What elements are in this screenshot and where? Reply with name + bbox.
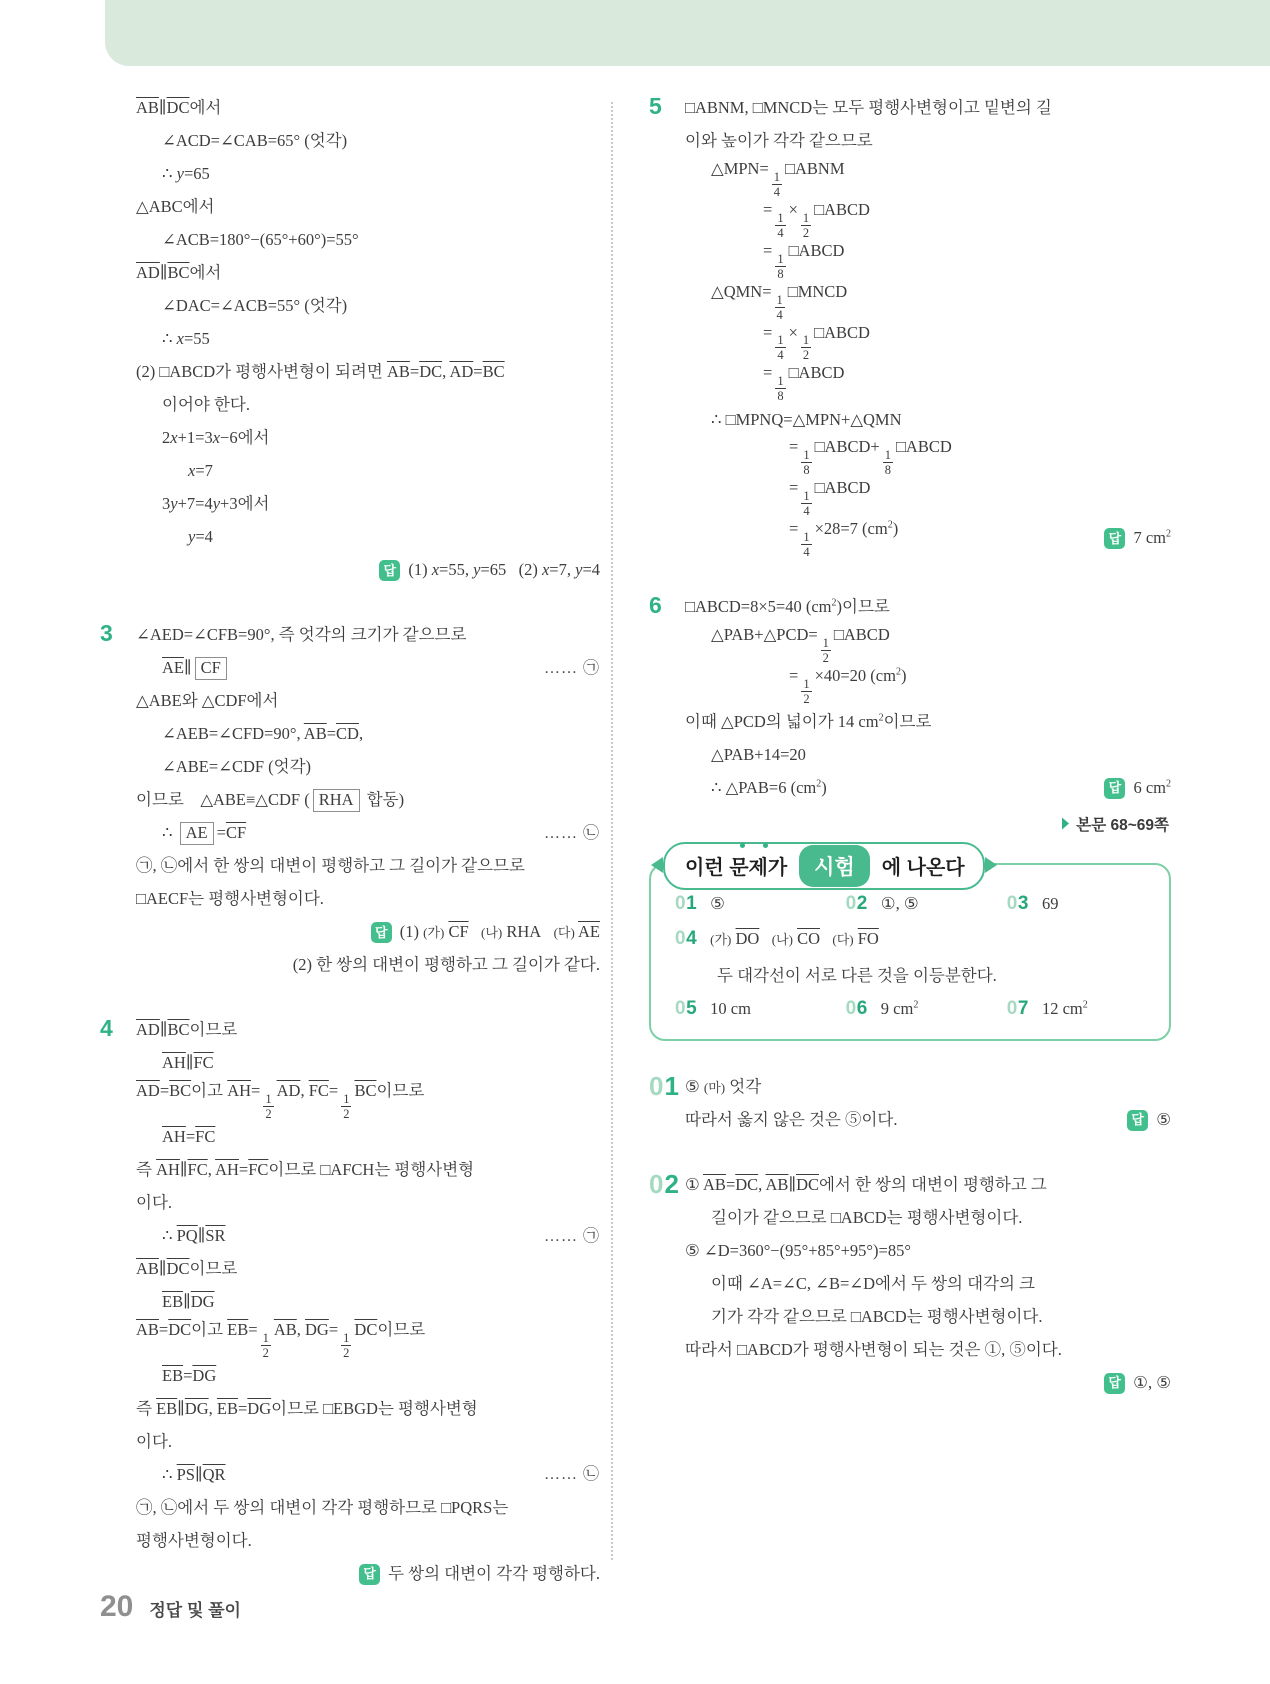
- problem-number: 6: [649, 591, 663, 618]
- solution-line: [685, 1235, 1171, 1268]
- problem-6: [649, 591, 1171, 805]
- solution-text: △PAB+14=20: [711, 744, 806, 764]
- source-page-ref: [1061, 813, 1169, 835]
- solution-line: [685, 436, 1171, 477]
- solution-text: ㉠, ㉡에서 두 쌍의 대변이 각각 평행하므로 □PQRS는: [136, 1498, 509, 1518]
- solution-text: △ABE와 △CDF에서: [136, 691, 279, 711]
- answer: [349, 1563, 600, 1585]
- problem-body: [100, 619, 600, 982]
- solution-text: 즉 $\overline{EB}\parallel\overline{DG}$, $\overline{EB}=\overline{DG}$이므로 □EBGD는 평행사변형: [136, 1399, 478, 1419]
- solution-text: 평행사변형이다.: [136, 1531, 252, 1551]
- exam-box: [649, 816, 1171, 1041]
- exam-answer-item: [675, 893, 846, 915]
- problem-number: 5: [649, 93, 663, 119]
- solution-line: [136, 1360, 600, 1393]
- solution-text: ∠ACB=180°−(65°+60°)=55°: [162, 230, 359, 250]
- solution-line: [685, 1104, 1171, 1137]
- solution-text: ⑤ ∠D=360°−(95°+85°+95°)=85°: [685, 1240, 911, 1260]
- solution-text: □ABCD=8×5=40 $(cm^2)$이므로: [685, 597, 890, 617]
- solution-text: $\overline{AB}=\overline{DC}$이고 $\overline{EB}=$ $\frac{1}{2}$ $\overline{AB}$, $\overline{DG}=$ $\frac{1}{2}$ $\overline{DC}$이므로: [136, 1319, 426, 1360]
- solution-line: [136, 619, 600, 652]
- emphasis-dot-icon: [763, 843, 768, 848]
- solution-text: △PAB+△PCD= $\frac{1}{2}$ □ABCD: [711, 624, 890, 665]
- solution-text: = $\frac{1}{8}$ □ABCD+ $\frac{1}{8}$ □ABCD: [789, 437, 952, 478]
- solution-line: [136, 1558, 600, 1591]
- solution-text: $\overline{AB}\parallel\overline{DC}$이므로: [136, 1259, 238, 1279]
- solution-line: [136, 685, 600, 718]
- problem-4: [100, 1014, 600, 1591]
- solution-line: [136, 883, 600, 916]
- solution-text: y=4: [188, 527, 213, 547]
- answer-badge: 답: [1104, 528, 1125, 549]
- solution-line: [136, 488, 600, 521]
- header-band: [105, 0, 1270, 66]
- solution-text: △ABC에서: [136, 197, 215, 217]
- solution-line: [136, 1154, 600, 1187]
- solution-line: [136, 751, 600, 784]
- answer-badge: 답: [1104, 1373, 1125, 1394]
- solution-line: [136, 850, 600, 883]
- solution-line: [136, 257, 600, 290]
- solution-text: = $\frac{1}{4}$ □ABCD: [789, 478, 871, 518]
- solution-line: [685, 665, 1171, 706]
- problem-number: 4: [100, 1015, 114, 1041]
- problem-body: [100, 92, 600, 587]
- answer: [1094, 1372, 1171, 1394]
- solution-line: [136, 1492, 600, 1525]
- solution-line: [685, 772, 1171, 805]
- right-column: [649, 92, 1171, 1432]
- solution-line: [136, 554, 600, 587]
- solution-line: [685, 1334, 1171, 1367]
- page-footer: [100, 1590, 241, 1624]
- reference-marker: …… ㉡: [543, 824, 600, 842]
- solution-line: [136, 1047, 600, 1080]
- solution-line: [685, 322, 1171, 363]
- solution-text: ∠ACD=∠CAB=65° (엇각): [162, 131, 348, 151]
- solution-line: [685, 1169, 1171, 1202]
- solution-text: ∴ AE $=\overline{CF}$: [162, 822, 246, 845]
- solution-text: $\overline{EB}\parallel\overline{DG}$: [162, 1292, 215, 1312]
- solution-line: [136, 158, 600, 191]
- solution-line: [136, 1286, 600, 1319]
- answer-badge: 답: [379, 560, 400, 581]
- answer-text: 6 $cm^2$: [1133, 777, 1171, 797]
- source-page-ref-text: 본문 68~69쪽: [1076, 816, 1169, 834]
- solution-text: □ABNM, □MNCD는 모두 평행사변형이고 밑변의 길: [685, 98, 1052, 118]
- exam-answers: [675, 887, 1149, 1027]
- solution-text: 이므로 △ABE≡△CDF ( RHA 합동): [136, 789, 404, 812]
- solution-text: = $\frac{1}{4}$ ×28=7 $(cm^2)$: [789, 519, 899, 559]
- chevron-right-icon: [1061, 817, 1070, 830]
- solution-line: [136, 191, 600, 224]
- solution-line: [136, 1121, 600, 1154]
- solution-line: [136, 1426, 600, 1459]
- solution-text: △MPN= $\frac{1}{4}$ □ABNM: [711, 159, 845, 199]
- problem-body: [649, 1169, 1171, 1400]
- exam-answer-item: [846, 998, 1007, 1020]
- solution-text: = $\frac{1}{4}$ × $\frac{1}{2}$ □ABCD: [763, 199, 870, 240]
- solution-text: 이어야 한다.: [162, 395, 250, 415]
- solution-text: 이때 ∠A=∠C, ∠B=∠D에서 두 쌍의 대각의 크: [711, 1273, 1035, 1293]
- solution-line: [136, 1393, 600, 1426]
- exam-answer-number: 06: [845, 998, 868, 1020]
- reference-marker: …… ㉠: [543, 1227, 600, 1245]
- solution-line: [685, 158, 1171, 199]
- solution-text: ∠DAC=∠ACB=55° (엇각): [162, 296, 348, 316]
- problem-body: [100, 1014, 600, 1591]
- exam-answer-item: [675, 998, 846, 1020]
- solution-text: $\overline{AH}\parallel\overline{FC}$: [162, 1053, 214, 1073]
- solution-line: [685, 403, 1171, 436]
- solution-text: 이다.: [136, 1432, 173, 1452]
- solution-text: □AECF는 평행사변형이다.: [136, 889, 324, 909]
- solution-text: △QMN= $\frac{1}{4}$ □MNCD: [711, 281, 848, 322]
- answer: [1094, 777, 1171, 799]
- solution-line: [685, 591, 1171, 624]
- solution-line: [136, 521, 600, 554]
- solution-line: [136, 817, 600, 850]
- exam-answer-number: 03: [1006, 893, 1029, 915]
- solution-line: [685, 624, 1171, 665]
- exam-title-pre: 이런 문제가: [685, 851, 787, 880]
- solution-line: [136, 949, 600, 982]
- solution-text: ⑤ (마) 엇각: [685, 1076, 762, 1096]
- solution-text: ∠ABE=∠CDF (엇각): [162, 757, 312, 777]
- solution-line: [685, 1202, 1171, 1235]
- solution-text: 3y+7=4y+3에서: [162, 494, 270, 514]
- solution-line: [136, 224, 600, 257]
- solution-line: [685, 1367, 1171, 1400]
- solution-line: [685, 281, 1171, 322]
- solution-text: = $\frac{1}{8}$ □ABCD: [763, 363, 845, 404]
- solution-line: [685, 362, 1171, 403]
- problem-number: 3: [100, 620, 114, 646]
- exam-answer-row: [675, 887, 1149, 922]
- solution-line: [136, 1319, 600, 1360]
- solution-line: [685, 477, 1171, 518]
- solution-line: [136, 356, 600, 389]
- answer: [361, 921, 600, 943]
- exam-title-highlight: 시험: [799, 845, 870, 887]
- solution-text: ∴ □MPNQ=△MPN+△QMN: [711, 409, 902, 429]
- solution-text: (2) □ABCD가 평행사변형이 되려면 $\overline{AB}=\overline{DC}$, $\overline{AD}=\overline{BC}$: [136, 362, 505, 382]
- solution-text: $\overline{EB}=\overline{DG}$: [162, 1366, 217, 1386]
- footer-label: 정답 및 풀이: [149, 1601, 241, 1620]
- solution-line: [136, 92, 600, 125]
- solution-text: $\overline{AD}\parallel\overline{BC}$에서: [136, 263, 222, 283]
- solution-line: [136, 125, 600, 158]
- answer-text: (1) (가) $\overline{CF}$ (나) RHA (다) $\overline{AE}$: [399, 922, 600, 942]
- answer-text: ⑤: [1156, 1109, 1171, 1129]
- column-divider: [611, 102, 613, 1560]
- answer: [1094, 527, 1171, 549]
- solution-text: $\overline{AE}\parallel$ CF: [162, 657, 230, 680]
- solution-line: [136, 455, 600, 488]
- solution-line: [685, 1071, 1171, 1104]
- solution-line: [685, 125, 1171, 158]
- solution-text: $\overline{AD}=\overline{BC}$이고 $\overline{AH}=$ $\frac{1}{2}$ $\overline{AD}$, $\overline{FC}=$ $\frac{1}{2}$ $\overline{BC}$이므로: [136, 1081, 425, 1121]
- solution-text: 길이가 같으므로 □ABCD는 평행사변형이다.: [711, 1207, 1023, 1227]
- solution-text: $\overline{AH}=\overline{FC}$: [162, 1127, 216, 1147]
- exam-answer-item: [1007, 893, 1149, 915]
- exam-box-title: [663, 842, 985, 890]
- solution-text: ∠AED=∠CFB=90°, 즉 엇각의 크기가 같으므로: [136, 625, 467, 645]
- solution-line: [136, 1187, 600, 1220]
- exam-answer-number: 05: [675, 998, 698, 1020]
- solution-text: ∴ y=65: [162, 164, 210, 184]
- solution-text: = $\frac{1}{8}$ □ABCD: [763, 240, 845, 281]
- emphasis-dot-icon: [740, 843, 745, 848]
- exam-answer-number: 07: [1006, 998, 1029, 1020]
- solution-text: 기가 각각 같으므로 □ABCD는 평행사변형이다.: [711, 1306, 1043, 1326]
- answer-badge: 답: [1127, 1110, 1148, 1131]
- solution-line: [136, 652, 600, 685]
- problem-01: [649, 1071, 1171, 1137]
- solution-line: [136, 1459, 600, 1492]
- solution-line: [136, 422, 600, 455]
- solution-text: ∴ $\overline{PQ}\parallel\overline{SR}$: [162, 1226, 226, 1246]
- exam-answer-number: 02: [845, 893, 868, 915]
- exam-answer-row: [675, 992, 1149, 1027]
- solution-line: [685, 1268, 1171, 1301]
- answer-text: 두 쌍의 대변이 각각 평행하다.: [388, 1564, 600, 1584]
- solution-line: [136, 290, 600, 323]
- exam-answer-value: ①, ⑤: [880, 894, 919, 914]
- reference-marker: …… ㉠: [543, 659, 600, 677]
- right-column-bottom: [649, 1071, 1171, 1400]
- solution-text: ㉠, ㉡에서 한 쌍의 대변이 평행하고 그 길이가 같으므로: [136, 856, 525, 876]
- problem-3: [100, 619, 600, 982]
- exam-answer-value: 9 $cm^2$: [880, 999, 919, 1019]
- answer-badge: 답: [1104, 778, 1125, 799]
- answer-badge: 답: [371, 922, 392, 943]
- exam-answer-item: [1007, 998, 1149, 1020]
- exam-answer-number: 04: [675, 928, 698, 950]
- solution-line: [136, 1220, 600, 1253]
- solution-line: [136, 1080, 600, 1121]
- solution-line: [136, 1253, 600, 1286]
- solution-text: 이다.: [136, 1193, 173, 1213]
- solution-line: [136, 389, 600, 422]
- solution-text: 이와 높이가 각각 같으므로: [685, 131, 873, 151]
- exam-answer-value: 69: [1041, 894, 1059, 914]
- solution-text: = $\frac{1}{2}$ ×40=20 $(cm^2)$: [789, 665, 907, 706]
- solution-text: ∴ △PAB=6 $(cm^2)$: [711, 777, 827, 797]
- problem-number: 02: [649, 1168, 680, 1199]
- answer: [1117, 1109, 1171, 1131]
- solution-line: [136, 916, 600, 949]
- solution-text: ∴ x=55: [162, 329, 210, 349]
- problem-5: [649, 92, 1171, 559]
- solution-line: [136, 784, 600, 817]
- solution-line: [685, 1301, 1171, 1334]
- problem-body: [649, 1071, 1171, 1137]
- answer: [369, 559, 600, 581]
- solution-text: $\overline{AD}\parallel\overline{BC}$이므로: [136, 1020, 238, 1040]
- exam-answer-value: 두 대각선이 서로 다른 것을 이등분한다.: [717, 966, 997, 986]
- exam-answer-item: [675, 928, 879, 950]
- answer-text: ①, ⑤: [1133, 1372, 1171, 1392]
- exam-title-post: 에 나온다: [881, 857, 965, 880]
- answer-text: 7 $cm^2$: [1133, 528, 1171, 548]
- solution-text: x=7: [188, 461, 213, 481]
- solution-text: 따라서 옳지 않은 것은 ⑤이다.: [685, 1109, 898, 1129]
- solution-line: [685, 518, 1171, 559]
- problem-body: [649, 591, 1171, 805]
- problem-body: [649, 92, 1171, 559]
- solution-text: ∴ $\overline{PS}\parallel\overline{QR}$: [162, 1465, 226, 1485]
- exam-answer-value: 12 $cm^2$: [1041, 999, 1088, 1019]
- exam-answer-item: [846, 893, 1007, 915]
- reference-marker: …… ㉡: [543, 1466, 600, 1484]
- solution-line: [136, 718, 600, 751]
- left-column: [100, 92, 600, 1623]
- exam-answer-number: 01: [675, 893, 698, 915]
- exam-answer-item: [675, 962, 997, 986]
- solution-line: [136, 323, 600, 356]
- answer-text: (1) x=55, y=65 (2) x=7, y=4: [408, 560, 600, 580]
- answer-badge: 답: [359, 1564, 380, 1585]
- exam-answer-row: [675, 957, 1149, 992]
- solution-line: [685, 92, 1171, 125]
- solution-text: $\overline{AB}\parallel\overline{DC}$에서: [136, 98, 222, 118]
- solution-text: 따라서 □ABCD가 평행사변형이 되는 것은 ①, ⑤이다.: [685, 1339, 1062, 1359]
- problem-number: 01: [649, 1070, 680, 1101]
- solution-line: [136, 1014, 600, 1047]
- exam-answer-value: (가) $\overline{DO}$ (나) $\overline{CO}$ (다) $\overline{FO}$: [710, 929, 879, 949]
- solution-line: [685, 240, 1171, 281]
- exam-answer-row: [675, 922, 1149, 957]
- solution-line: [685, 706, 1171, 739]
- solution-text: ① $\overline{AB}=\overline{DC}$, $\overline{AB}\parallel\overline{DC}$에서 한 쌍의 대변이 평행하고 그: [685, 1174, 1047, 1194]
- solution-text: ∠AEB=∠CFD=90°, $\overline{AB}=\overline{CD}$,: [162, 724, 364, 744]
- problem-02: [649, 1169, 1171, 1400]
- page-number: 20: [100, 1590, 134, 1623]
- solution-text: 즉 $\overline{AH}\parallel\overline{FC}$, $\overline{AH}=\overline{FC}$이므로 □AFCH는 평행사변형: [136, 1160, 475, 1180]
- problem-continued: [100, 92, 600, 587]
- exam-answer-value: ⑤: [710, 894, 725, 914]
- solution-text: (2) 한 쌍의 대변이 평행하고 그 길이가 같다.: [292, 955, 600, 975]
- solution-line: [685, 739, 1171, 772]
- exam-answer-value: 10 cm: [710, 999, 751, 1019]
- solution-text: 2x+1=3x−6에서: [162, 428, 270, 448]
- solution-line: [685, 199, 1171, 240]
- solution-text: = $\frac{1}{4}$ × $\frac{1}{2}$ □ABCD: [763, 322, 870, 363]
- solution-line: [136, 1525, 600, 1558]
- solution-text: 이때 △PCD의 넓이가 14 $cm^2$이므로: [685, 711, 932, 731]
- right-column-top: [649, 92, 1171, 805]
